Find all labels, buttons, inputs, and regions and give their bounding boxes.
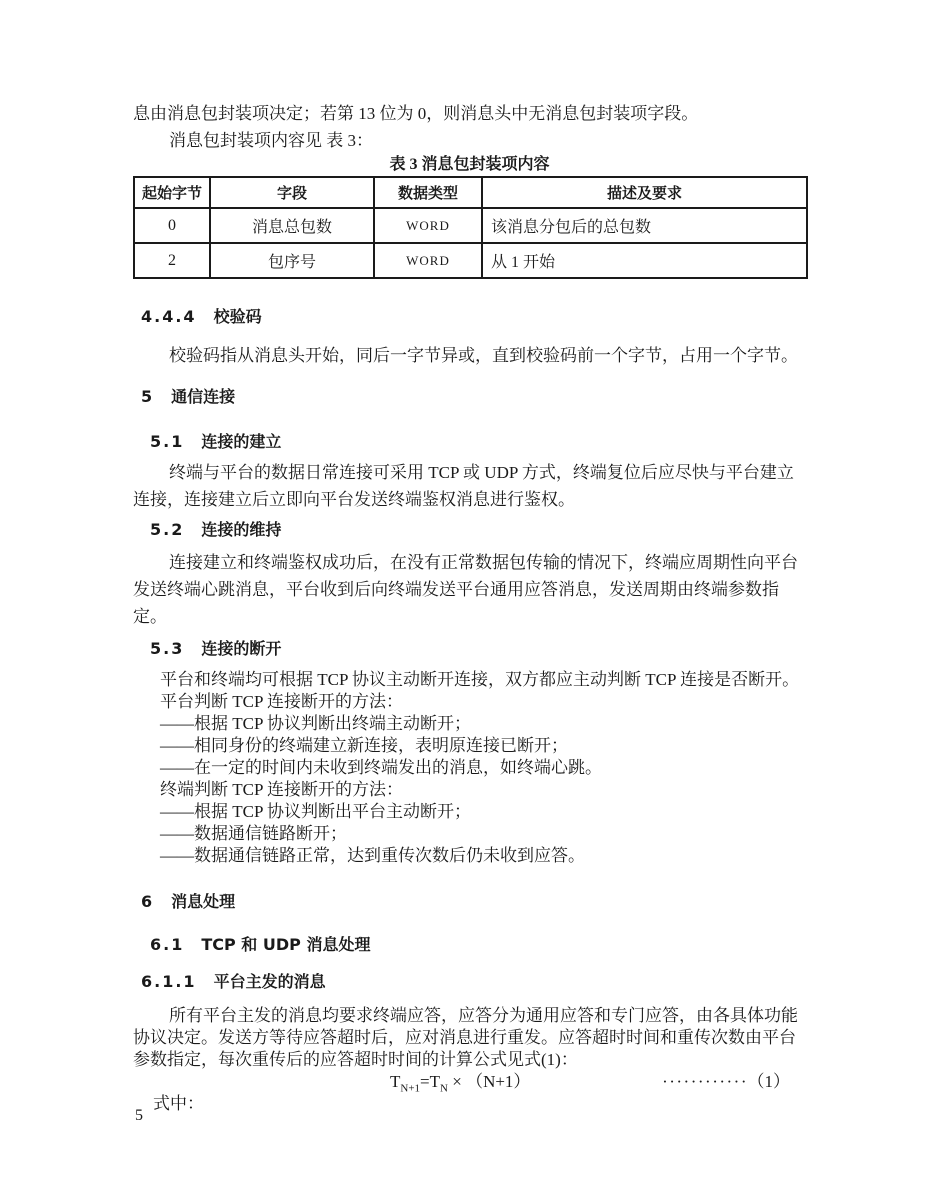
cell-start-byte: 2 (134, 243, 210, 278)
section-title: 连接的断开 (201, 639, 282, 658)
header-field: 字段 (210, 177, 374, 208)
header-start-byte: 起始字节 (134, 177, 210, 208)
cell-description: 从 1 开始 (482, 243, 807, 278)
table-row (134, 243, 807, 278)
paragraph-5-2: 连接建立和终端鉴权成功后，在没有正常数据包传输的情况下，终端应周期性向平台发送终端心跳消息，平台收到后向终端发送平台通用应答消息，发送周期由终端参数指定。 (133, 553, 798, 626)
header-description: 描述及要求 (482, 177, 807, 208)
section-title: 连接的建立 (201, 432, 282, 451)
section-heading-5-2 (150, 520, 806, 540)
intro-line-2: 消息包封装项内容见 表 3： (169, 131, 373, 150)
list-item: 终端判断 TCP 连接断开的方法： (160, 780, 404, 799)
section-number: 5.1 (150, 432, 185, 451)
list-item: 平台判断 TCP 连接断开的方法： (160, 692, 404, 711)
paragraph-4-4-4: 校验码指从消息头开始，同后一字节异或，直到校验码前一个字节，占用一个字节。 (169, 346, 798, 365)
cell-field: 包序号 (210, 243, 374, 278)
formula-line (133, 1071, 806, 1093)
formula-number: （1） (756, 1072, 790, 1091)
table-header-row (134, 177, 807, 208)
section-heading-5-1 (150, 432, 806, 452)
list-item: ——数据通信链路断开； (160, 824, 347, 843)
section-title: 消息处理 (171, 892, 236, 911)
section-number: 5.2 (150, 520, 185, 539)
section-heading-5-3 (150, 639, 806, 659)
list-item: ——在一定的时间内未收到终端发出的消息，如终端心跳。 (160, 758, 602, 777)
section-title: 平台主发的消息 (213, 972, 326, 991)
cell-description: 该消息分包后的总包数 (482, 208, 807, 243)
section-number: 6 (141, 892, 155, 911)
section-heading-6-1-1 (141, 972, 806, 992)
list-item: 平台和终端均可根据 TCP 协议主动断开连接，双方都应主动判断 TCP 连接是否断开。 (160, 670, 800, 689)
message-packet-table (133, 176, 808, 279)
cell-start-byte: 0 (134, 208, 210, 243)
list-item: ——根据 TCP 协议判断出平台主动断开； (160, 802, 472, 821)
cell-field: 消息总包数 (210, 208, 374, 243)
page-content (133, 0, 806, 1115)
section-number: 4.4.4 (141, 307, 197, 326)
formula-expression: $T_{N+1}=T_N \times (N+1)$ (390, 1072, 531, 1095)
section-title: 连接的维持 (201, 520, 282, 539)
section-heading-6-1 (150, 935, 806, 955)
section-title: TCP 和 UDP 消息处理 (201, 935, 371, 954)
paragraph-5-1: 终端与平台的数据日常连接可采用 TCP 或 UDP 方式，终端复位后应尽快与平台建立连接，连接建立后立即向平台发送终端鉴权消息进行鉴权。 (133, 463, 794, 509)
formula-dots: ············ (662, 1072, 748, 1091)
list-item: ——数据通信链路正常，达到重传次数后仍未收到应答。 (160, 846, 585, 865)
intro-paragraph (133, 100, 806, 154)
section-number: 6.1 (150, 935, 185, 954)
section-heading-6 (141, 892, 806, 912)
intro-line-1: 息由消息包封装项决定；若第 13 位为 0，则消息头中无消息包封装项字段。 (133, 104, 699, 123)
section-title: 校验码 (213, 307, 262, 326)
section-title: 通信连接 (171, 387, 236, 406)
list-item: ——相同身份的终端建立新连接，表明原连接已断开； (160, 736, 568, 755)
cell-data-type: WORD (374, 208, 482, 243)
header-data-type: 数据类型 (374, 177, 482, 208)
section-number: 5.3 (150, 639, 185, 658)
list-item: ——根据 TCP 协议判断出终端主动断开； (160, 714, 472, 733)
page-number: 5 (135, 1107, 143, 1124)
cell-data-type: WORD (374, 243, 482, 278)
formula-reference (662, 1071, 790, 1093)
section-heading-5 (141, 387, 806, 407)
section-number: 5 (141, 387, 155, 406)
disconnect-method-list (133, 669, 806, 867)
table-caption: 表 3 消息包封装项内容 (389, 156, 550, 173)
paragraph-6-1-1: 所有平台主发的消息均要求终端应答，应答分为通用应答和专门应答，由各具体功能协议决定。发送方等待应答超时后，应对消息进行重发。应答超时时间和重传次数由平台参数指定，每次重传后的应答超时时间的计算公式见式(1)： (133, 1006, 798, 1069)
section-heading-4-4-4 (141, 307, 806, 327)
table-row (134, 208, 807, 243)
formula-note: 式中： (153, 1094, 204, 1113)
section-number: 6.1.1 (141, 972, 197, 991)
